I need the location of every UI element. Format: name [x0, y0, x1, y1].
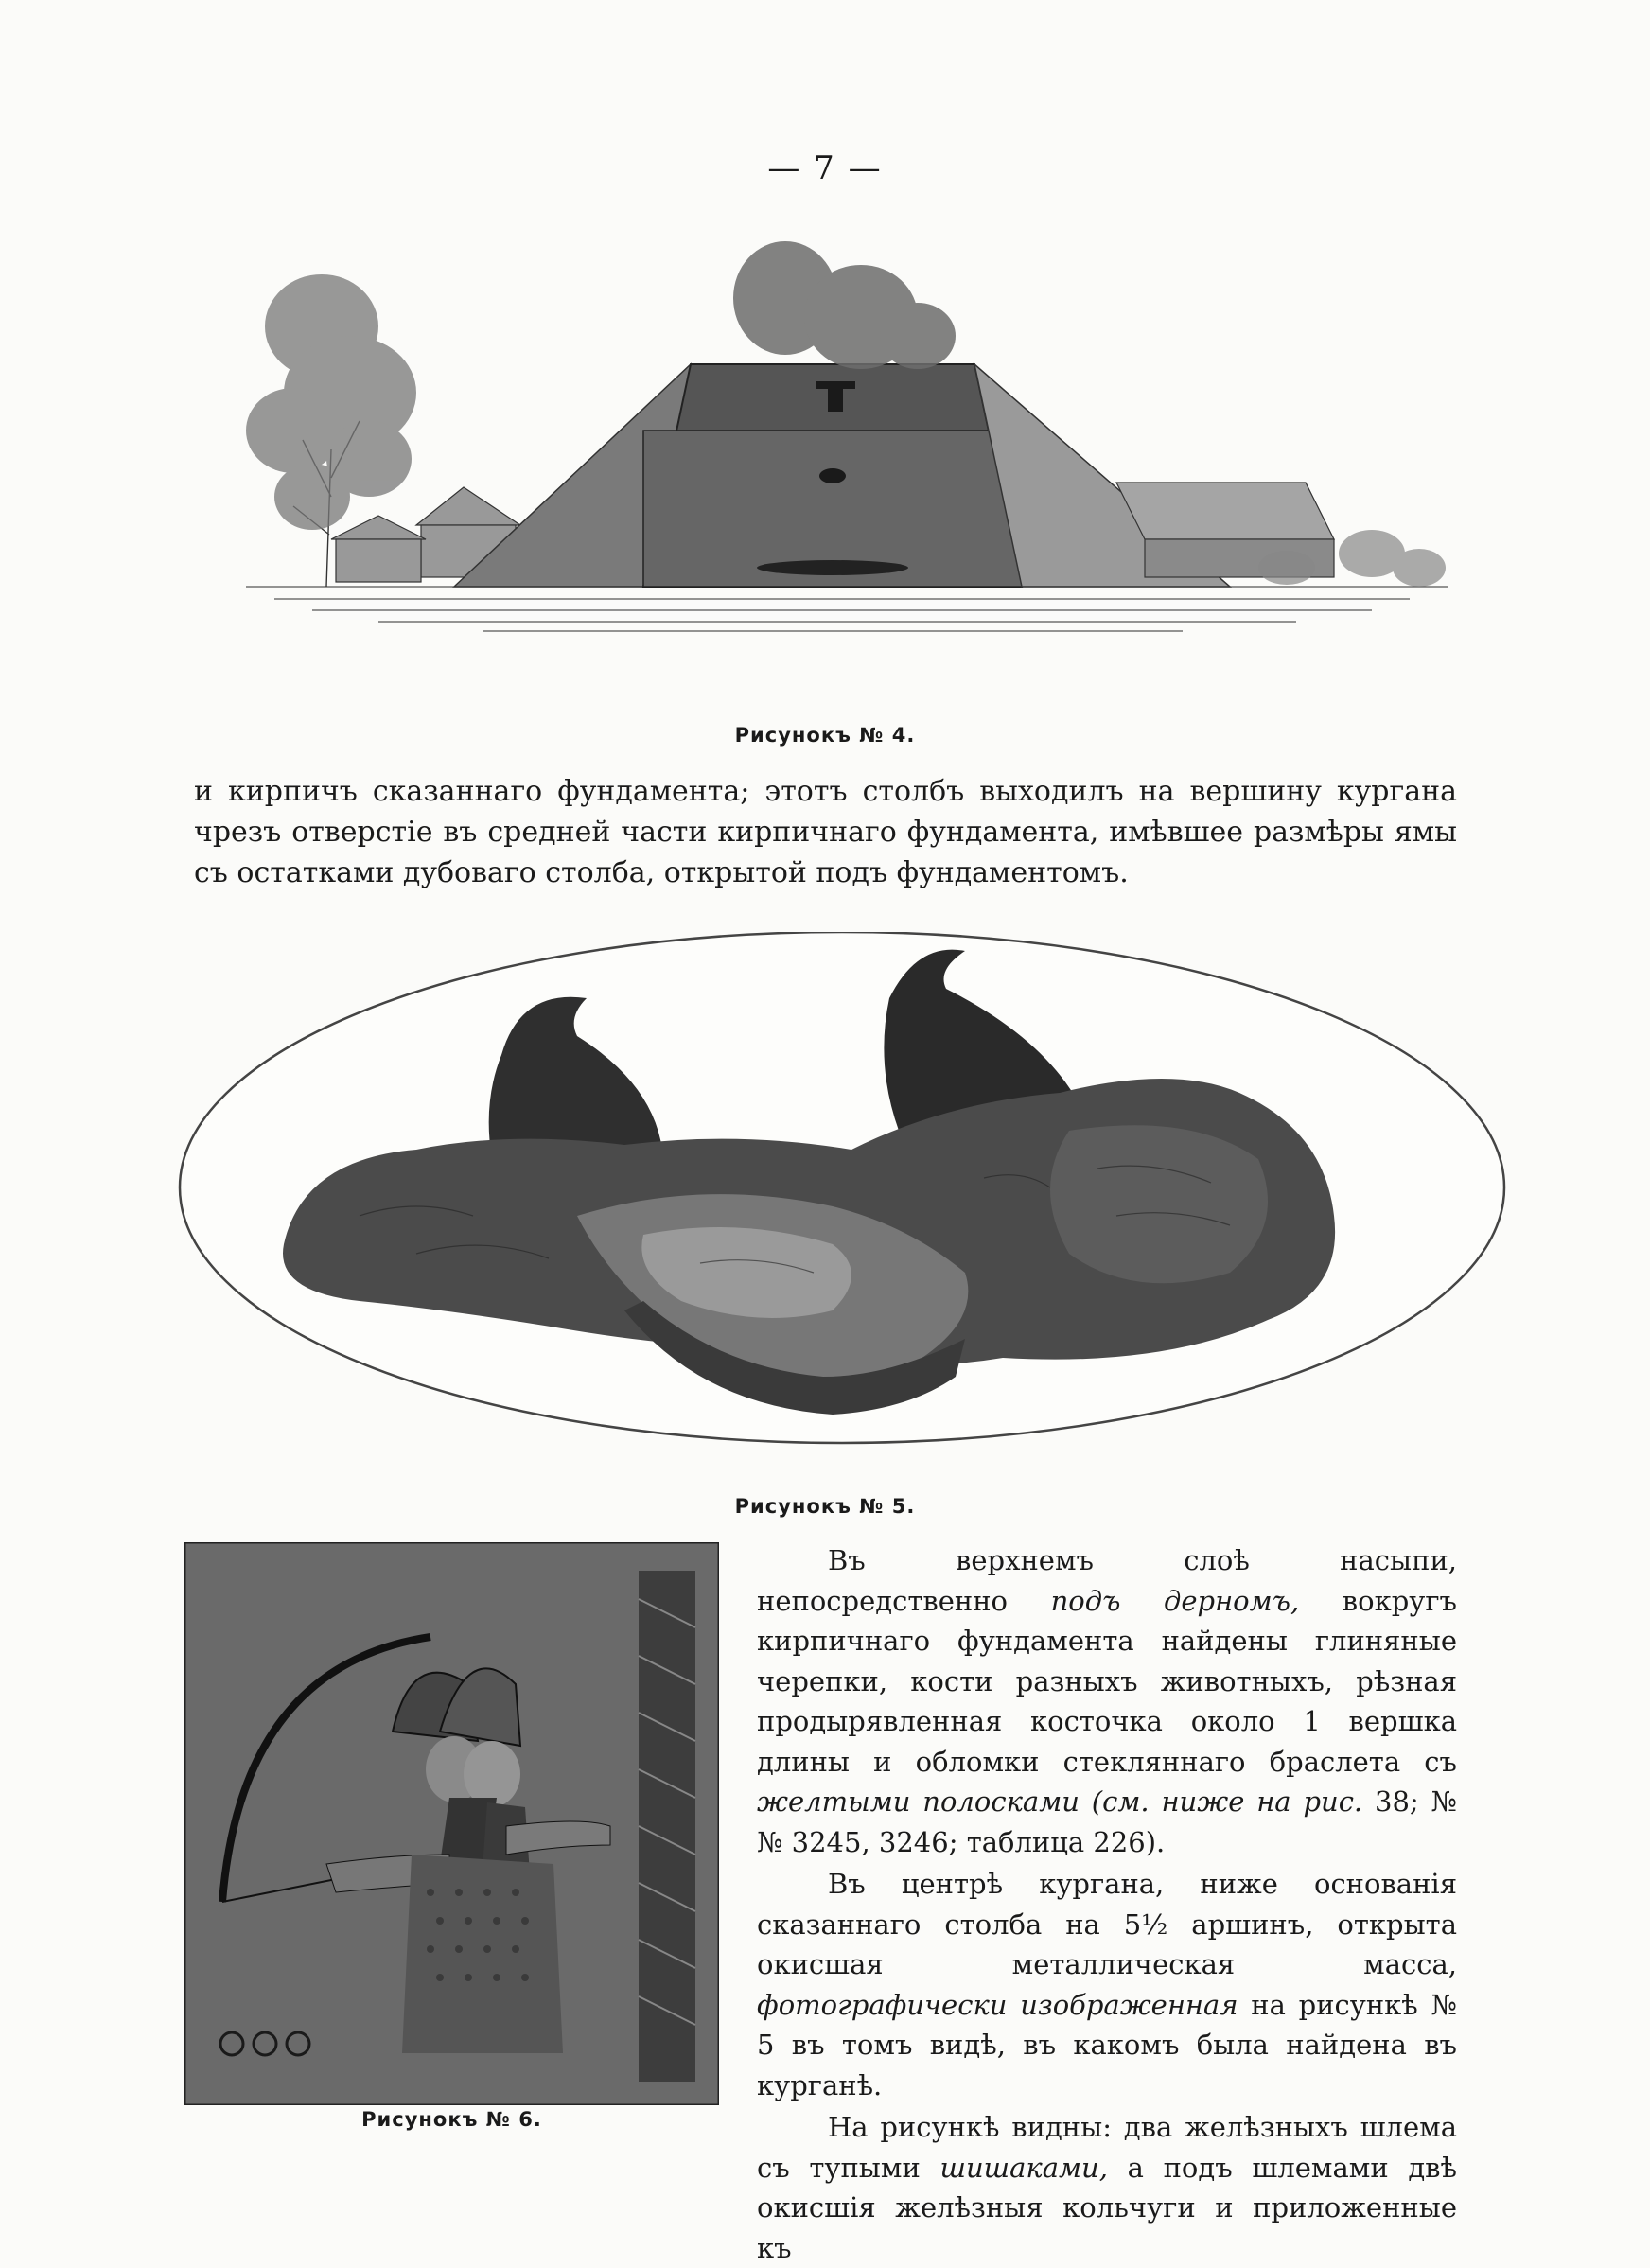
paragraph-1: Въ верхнемъ слоѣ насыпи, непосредственно подъ дерномъ, вокругъ кирпичнаго фундамента найдены глиняные черепки, кости разныхъ животныхъ, рѣзная продырявленная косточка около 1 вершка длины и обломки стекляннаго браслета съ желтыми полосками (см. ниже на рис. 38; №№ 3245, 3246; таблица 226). [757, 1544, 1457, 1858]
right-column-text [757, 1540, 1457, 2268]
corroded-helmets-icon [170, 932, 1514, 1462]
paragraph-3: На рисункѣ видны: два желѣзныхъ шлема съ тупыми шишаками, а подъ шлемами двѣ окисшія желѣзныя кольчуги и приложенные къ [757, 2111, 1457, 2264]
figure-4-kurgan-illustration [237, 213, 1457, 648]
paragraph-2: Въ центрѣ кургана, ниже основанія сказаннаго столба на 5½ аршинъ, открыта окисшая металлическая масса, фотографически изображенная на рисункѣ № 5 въ томъ видѣ, въ какомъ была найдена въ курганѣ. [757, 1868, 1457, 2101]
top-paragraph: и кирпичъ сказаннаго фундамента; этотъ столбъ выходилъ на вершину кургана чрезъ отверстіе въ средней части кирпичнаго фундамента, имѣвшее размѣры ямы съ остатками дубоваго столба, открытой подъ фундаментомъ. [194, 775, 1457, 889]
archer-relief-icon [184, 1542, 719, 2105]
page-number: — 7 — [767, 149, 883, 187]
figure-4-caption: Рисунокъ № 4. [734, 724, 916, 747]
figure-6-assyrian-relief [184, 1542, 719, 2105]
figure-5-metal-mass-photo [170, 932, 1514, 1462]
kurgan-engraving-icon [237, 213, 1457, 648]
figure-5-caption: Рисунокъ № 5. [734, 1495, 916, 1518]
figure-6-caption: Рисунокъ № 6. [361, 2108, 542, 2131]
